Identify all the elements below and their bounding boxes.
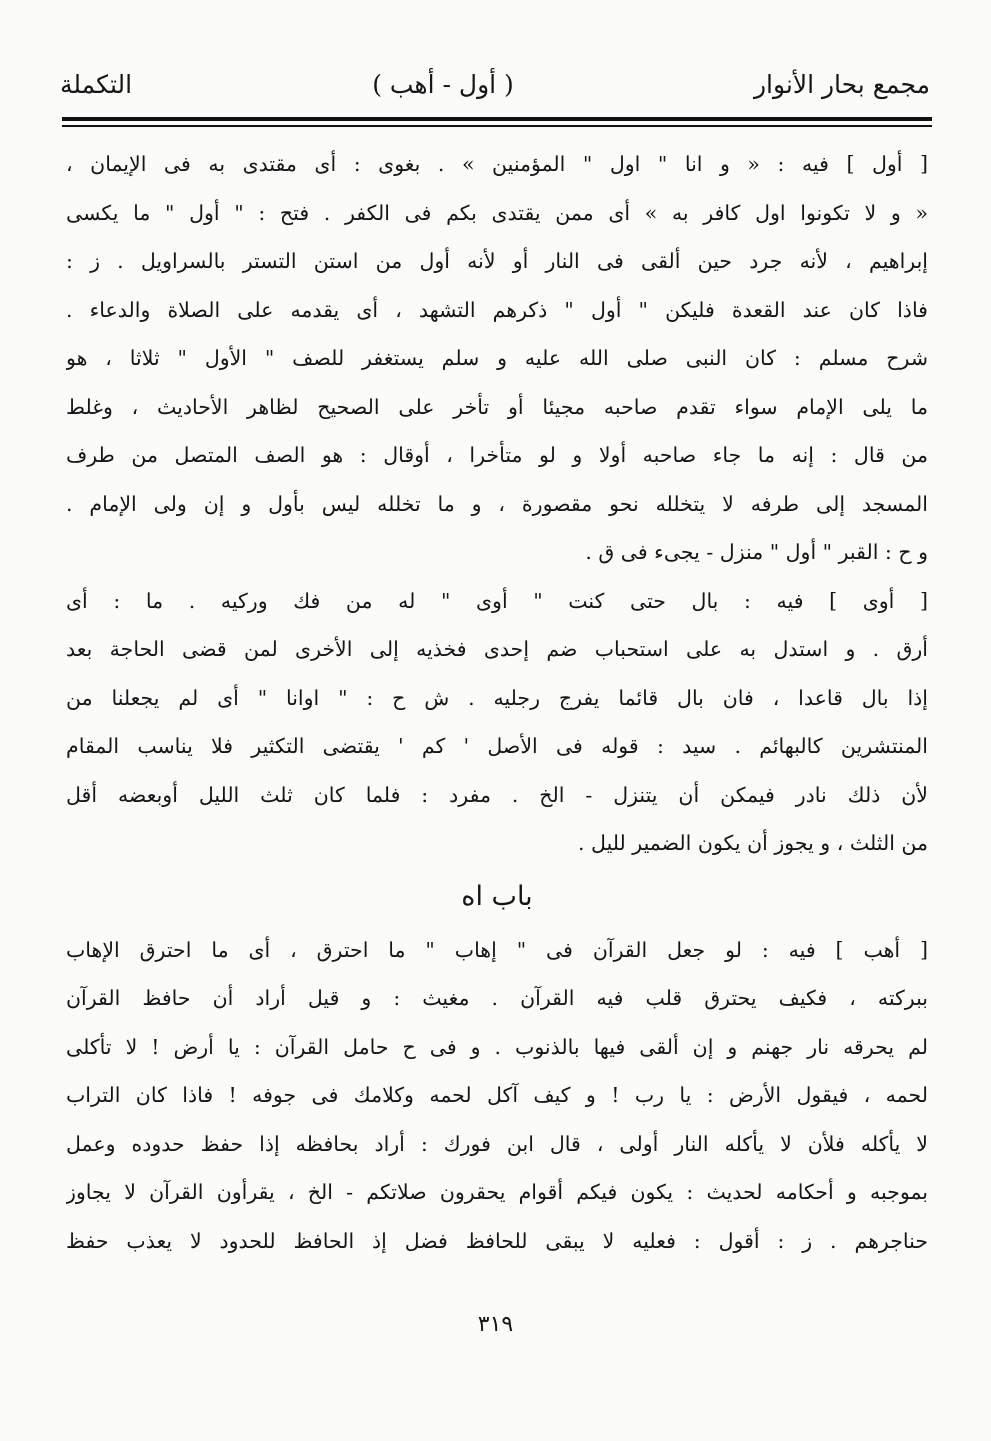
text-line: و ح : القبر " أول " منزل - يجىء فى ق . bbox=[585, 540, 928, 564]
text-line: [ أوى ] فيه : بال حتى كنت " أوى " له من فك وركيه . ما : أى bbox=[66, 588, 928, 613]
header-rule-thick bbox=[62, 117, 932, 121]
text-line: المنتشرين كالبهائم . سيد : قوله فى الأصل ' كم ' يقتضى التكثير فلا يناسب المقام bbox=[66, 734, 928, 758]
text-line: أرق . و استدل به على استحباب ضم إحدى فخذيه إلى الأخرى لمن قضى الحاجة بعد bbox=[66, 637, 928, 661]
text-line: بموجبه و أحكامه لحديث : يكون فيكم أقوام يحقرون صلاتكم - الخ ، يقرأون القرآن لا يجاوز bbox=[66, 1180, 928, 1204]
text-line: لا يأكله فلأن لا يأكله النار أولى ، قال ابن فورك : أراد بحافظه إذا حفظ حدوده وعمل bbox=[66, 1131, 928, 1156]
text-line: لم يحرقه نار جهنم و إن ألقى فيها بالذنوب . و فى ح حامل القرآن : يا أرض ! لا تأكلى bbox=[66, 1034, 928, 1059]
section-heading: باب اه bbox=[461, 880, 533, 912]
text-line: من قال : إنه ما جاء صاحبه أولا و لو متأخرا ، أوقال : هو الصف المتصل من طرف bbox=[66, 443, 928, 467]
text-line: « و لا تكونوا اول كافر به » أى ممن يقتدى بكم فى الكفر . فتح : " أول " ما يكسى bbox=[66, 200, 928, 225]
header-rule-thin bbox=[62, 125, 932, 127]
text-line: إبراهيم ، لأنه جرد حين ألقى فى النار أو لأنه أول من استن التستر بالسراويل . ز : bbox=[66, 249, 928, 273]
page-body bbox=[66, 140, 928, 1265]
text-line: [ أهب ] فيه : لو جعل القرآن فى " إهاب " ما احترق ، أى ما احترق الإهاب bbox=[66, 937, 928, 962]
header-entry-range: ( أول - أهب ) bbox=[372, 69, 514, 99]
text-line: ما يلى الإمام سواء تقدم صاحبه مجيئا أو تأخر على الصحيح لظاهر الأحاديث ، وغلط bbox=[66, 394, 928, 419]
text-line: إذا بال قاعدا ، فان بال قائما يفرج رجليه . ش ح : " اوانا " أى لم يجعلنا من bbox=[66, 685, 928, 710]
page-number: ٣١٩ bbox=[477, 1312, 514, 1337]
text-line: لحمه ، فيقول الأرض : يا رب ! و كيف آكل لحمه وكلامك فى جوفه ! فاذا كان التراب bbox=[66, 1083, 928, 1107]
header-section: التكملة bbox=[60, 69, 133, 99]
text-line: لأن ذلك نادر فيمكن أن يتنزل - الخ . مفرد : فلما كان ثلث الليل أوبعضه أقل bbox=[66, 782, 928, 807]
text-line: [ أول ] فيه : « و انا " اول " المؤمنين » . بغوى : أى مقتدى به فى الإيمان ، bbox=[66, 152, 928, 176]
text-line: المسجد إلى طرفه لا يتخلله نحو مقصورة ، و ما تخلله ليس بأول و إن ولى الإمام . bbox=[66, 491, 928, 516]
text-line: حناجرهم . ز : أقول : فعليه لا يبقى للحافظ فضل إذ الحافظ للحدود لا يعذب حفظ bbox=[66, 1228, 928, 1253]
text-line: ببركته ، فكيف يحترق قلب فيه القرآن . مغيث : و قيل أراد أن حافظ القرآن bbox=[66, 986, 928, 1010]
text-line: فاذا كان عند القعدة فليكن " أول " ذكرهم التشهد ، أى يقدمه على الصلاة والدعاء . bbox=[66, 297, 928, 322]
text-line: من الثلث ، و يجوز أن يكون الضمير لليل . bbox=[578, 831, 928, 855]
running-header bbox=[60, 62, 930, 106]
header-book-title: مجمع بحار الأنوار bbox=[753, 69, 930, 99]
text-line: شرح مسلم : كان النبى صلى الله عليه و سلم يستغفر للصف " الأول " ثلاثا ، هو bbox=[66, 346, 928, 370]
